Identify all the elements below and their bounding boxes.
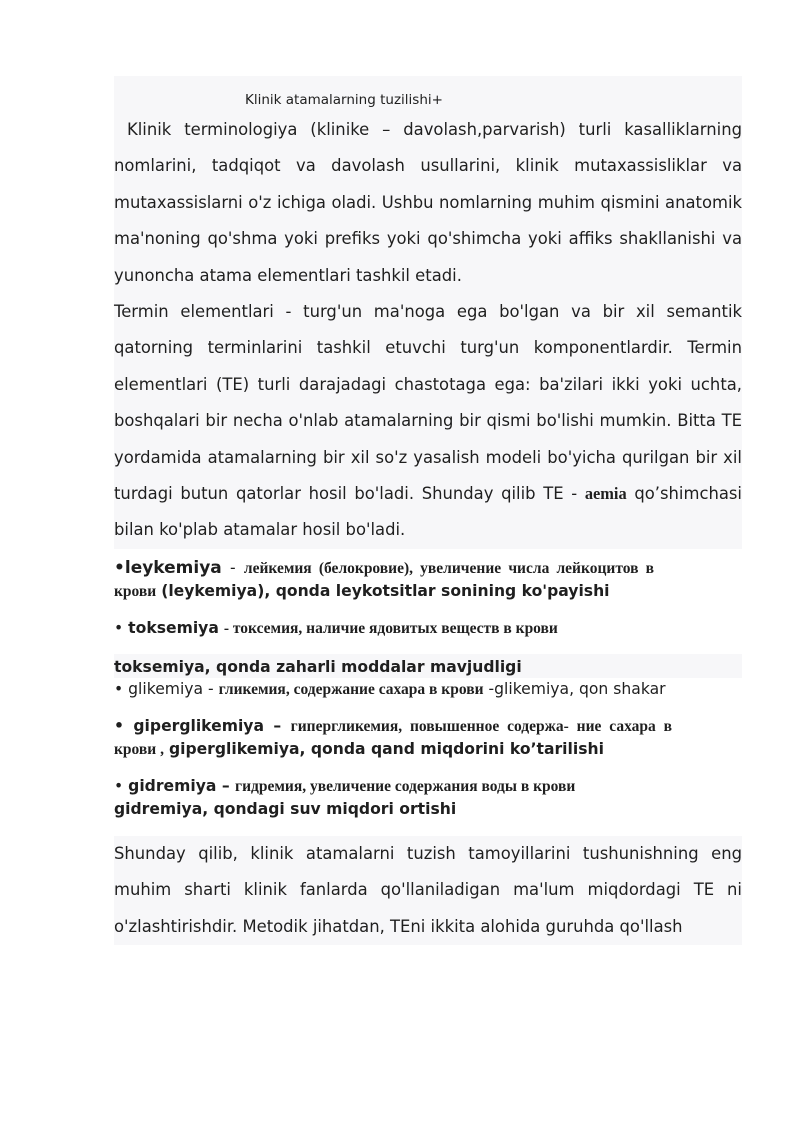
document-page — [114, 76, 742, 945]
item-giperglikemiya — [114, 715, 672, 761]
item-toksemiya-uz-line — [114, 654, 742, 678]
item-gidremiya-ru: гидремия, увеличение содержания воды в крови — [235, 777, 576, 795]
paragraph-term-elements-text: Termin elementlari - turg'un ma'noga ega bo'lgan va bir xil semantik qatorning terminlarini tashkil etuvchi turg'un komponentlardir. Termin elementlari (TE) turli darajadagi chastotaga ega: ba'zilari ikki yoki uchta, boshqalari bir necha o'nlab atamalarning bir qismi bo'lishi mumkin. Bitta TE yordamida atamalarning bir xil so'z yasalish modeli bo'yicha qurilgan bir xil turdagi butun qatorlar hosil bo'ladi. Shunday qilib TE - — [114, 302, 742, 504]
item-leykemiya — [114, 557, 654, 603]
suffix-term: aemia — [584, 484, 627, 504]
paragraph-closing — [114, 836, 742, 945]
item-leykemiya-uz: (leykemiya), qonda leykotsitlar sonining ko'payishi — [161, 581, 610, 600]
item-giperglikemiya-term: • giperglikemiya — [114, 716, 264, 735]
item-gidremiya-bullet: • — [114, 776, 124, 795]
item-glikemiya-sep: - — [203, 679, 219, 698]
item-gidremiya-term: gidremiya — [128, 776, 217, 795]
item-giperglikemiya-ru: гипергликемия, повышенное содержа- ние сахара в крови , — [114, 717, 673, 758]
item-toksemiya-bullet: • — [114, 618, 124, 637]
item-glikemiya-uz: -glikemiya, qon shakar — [488, 679, 666, 698]
suffix-tail-text: qo’shimchasi bilan ko'plab atamalar hosil bo'ladi. — [114, 484, 742, 540]
paragraph-closing-text: Shunday qilib, klinik atamalarni tuzish tamoyillarini tushunishning eng muhim sharti klinik fanlarda qo'llaniladigan ma'lum miqdordagi TE ni o'zlashtirishdir. Metodik jihatdan, TEni ikkita alohida guruhda qo'llash — [114, 843, 742, 936]
item-toksemiya — [114, 617, 742, 640]
item-leykemiya-term: •leykemiya — [114, 557, 222, 578]
item-gidremiya-uz: gidremiya, qondagi suv miqdori ortishi — [114, 799, 457, 818]
document-title: Klinik atamalarning tuzilishi+ — [245, 92, 443, 108]
item-leykemiya-sep: - — [221, 558, 244, 577]
title-block — [114, 76, 742, 112]
item-glikemiya — [114, 678, 742, 701]
paragraph-intro-text: Klinik terminologiya (klinike – davolash,parvarish) turli kasalliklarning nomlarini, tadqiqot va davolash usullarini, klinik mutaxassisliklar va mutaxassislarni o'z ichiga oladi. Ushbu nomlarning muhim qismini anatomik ma'noning qo'shma yoki prefiks yoki qo'shimcha yoki affiks shakllanishi va yunoncha atama elementlari tashkil etadi. — [114, 120, 742, 285]
item-leykemiya-ru: лейкемия (белокровие), увеличение числа лейкоцитов в крови — [114, 559, 654, 600]
item-gidremiya-sep: – — [216, 776, 236, 795]
item-toksemiya-uz: toksemiya, qonda zaharli moddalar mavjudligi — [114, 657, 522, 676]
item-giperglikemiya-sep: – — [264, 716, 291, 735]
item-giperglikemiya-uz: giperglikemiya, qonda qand miqdorini ko’tarilishi — [168, 739, 604, 758]
item-glikemiya-ru: гликемия, содержание сахара в крови — [218, 680, 484, 698]
paragraph-term-elements — [114, 294, 742, 549]
item-glikemiya-term: • glikemiya — [114, 679, 204, 698]
paragraph-intro — [114, 112, 742, 294]
item-gidremiya — [114, 775, 742, 820]
item-toksemiya-ru: - токсемия, наличие ядовитых веществ в крови — [223, 619, 558, 637]
item-toksemiya-term: toksemiya — [128, 618, 219, 637]
